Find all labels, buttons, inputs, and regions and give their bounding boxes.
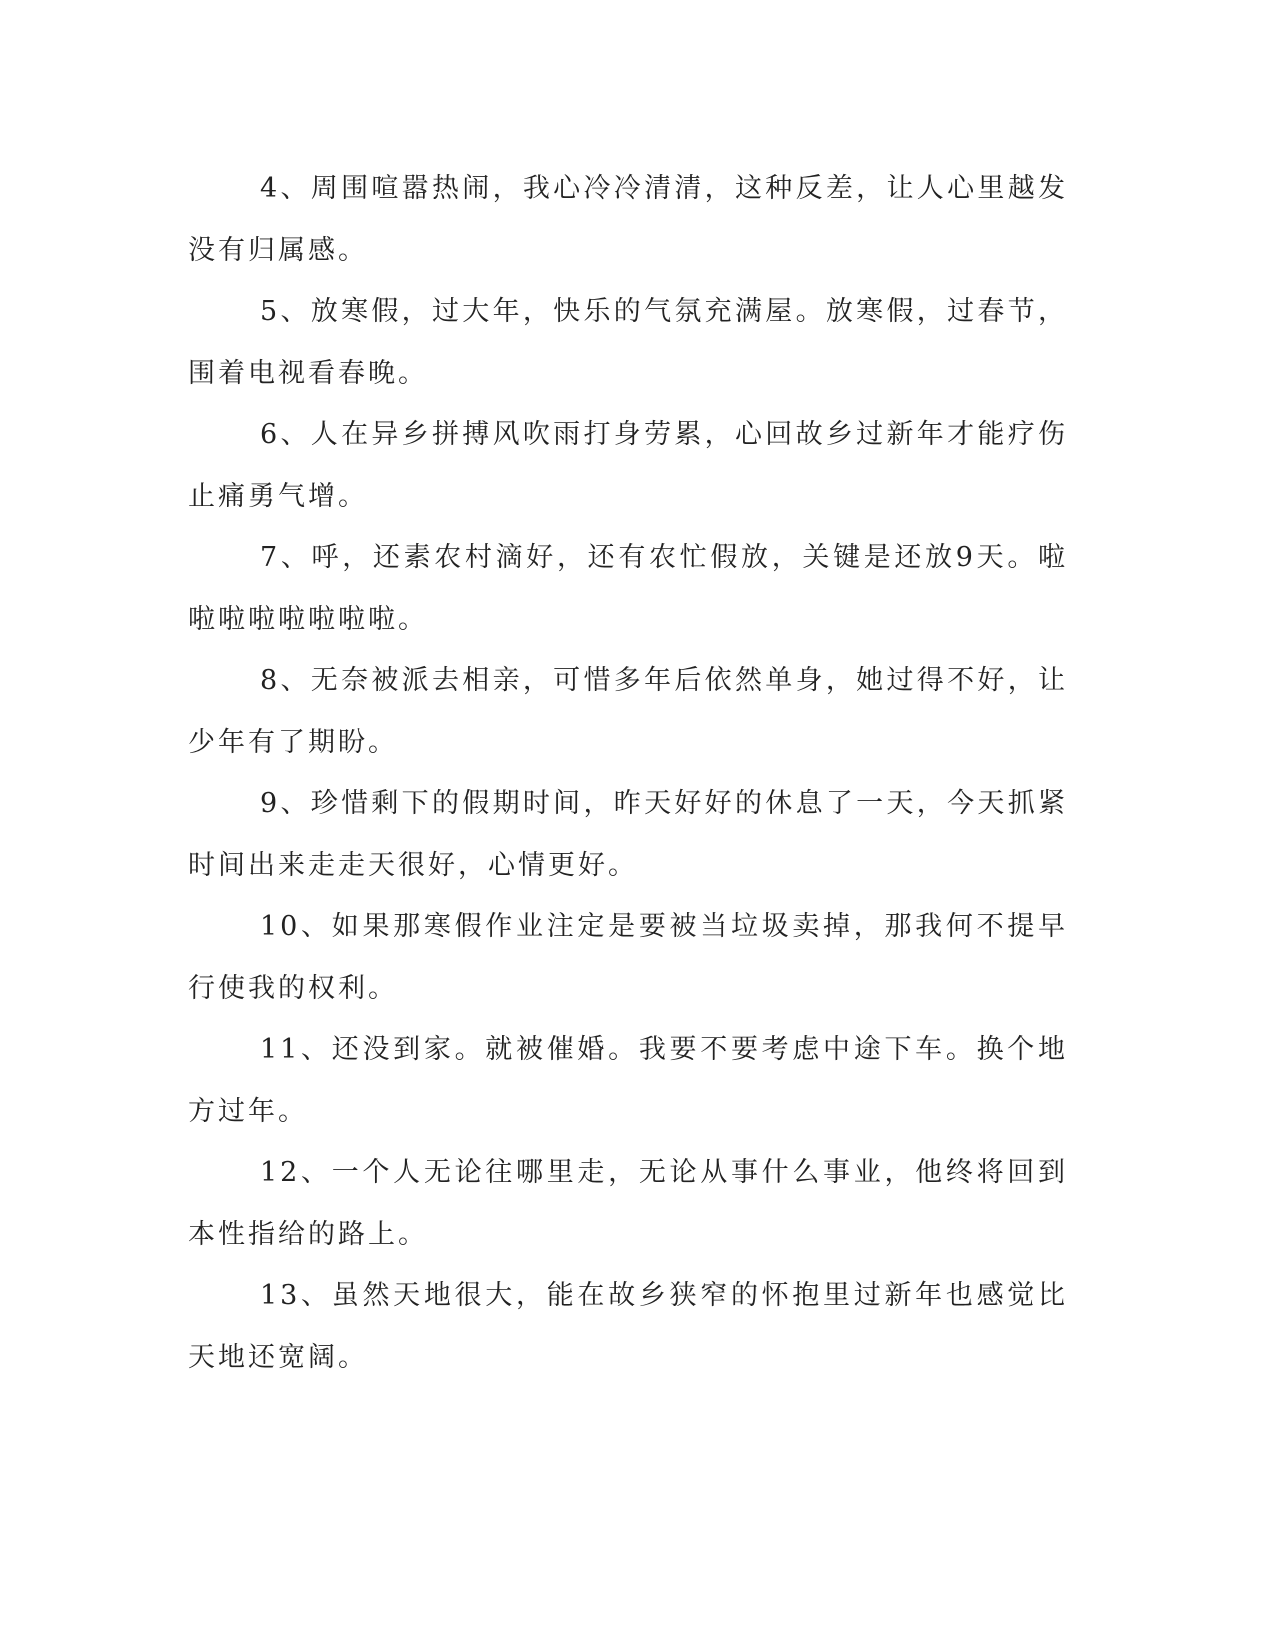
- paragraph-10: 10、如果那寒假作业注定是要被当垃圾卖掉，那我何不提早行使我的权利。: [188, 911, 1068, 1004]
- paragraph-5: 5、放寒假，过大年，快乐的气氛充满屋。放寒假，过春节，围着电视看春晚。: [188, 296, 1068, 389]
- paragraph-4: 4、周围喧嚣热闹，我心冷冷清清，这种反差，让人心里越发没有归属感。: [188, 173, 1068, 266]
- paragraph-11: 11、还没到家。就被催婚。我要不要考虑中途下车。换个地方过年。: [188, 1034, 1068, 1127]
- paragraph-7: 7、呼，还素农村滴好，还有农忙假放，关键是还放9天。啦啦啦啦啦啦啦啦。: [188, 542, 1068, 635]
- document-body: [188, 158, 1068, 1388]
- paragraph-8: 8、无奈被派去相亲，可惜多年后依然单身，她过得不好，让少年有了期盼。: [188, 665, 1068, 758]
- paragraph-13: 13、虽然天地很大，能在故乡狭窄的怀抱里过新年也感觉比天地还宽阔。: [188, 1280, 1068, 1373]
- paragraph-12: 12、一个人无论往哪里走，无论从事什么事业，他终将回到本性指给的路上。: [188, 1157, 1068, 1250]
- paragraph-6: 6、人在异乡拼搏风吹雨打身劳累，心回故乡过新年才能疗伤止痛勇气增。: [188, 419, 1068, 512]
- paragraph-9: 9、珍惜剩下的假期时间，昨天好好的休息了一天，今天抓紧时间出来走走天很好，心情更好。: [188, 788, 1068, 881]
